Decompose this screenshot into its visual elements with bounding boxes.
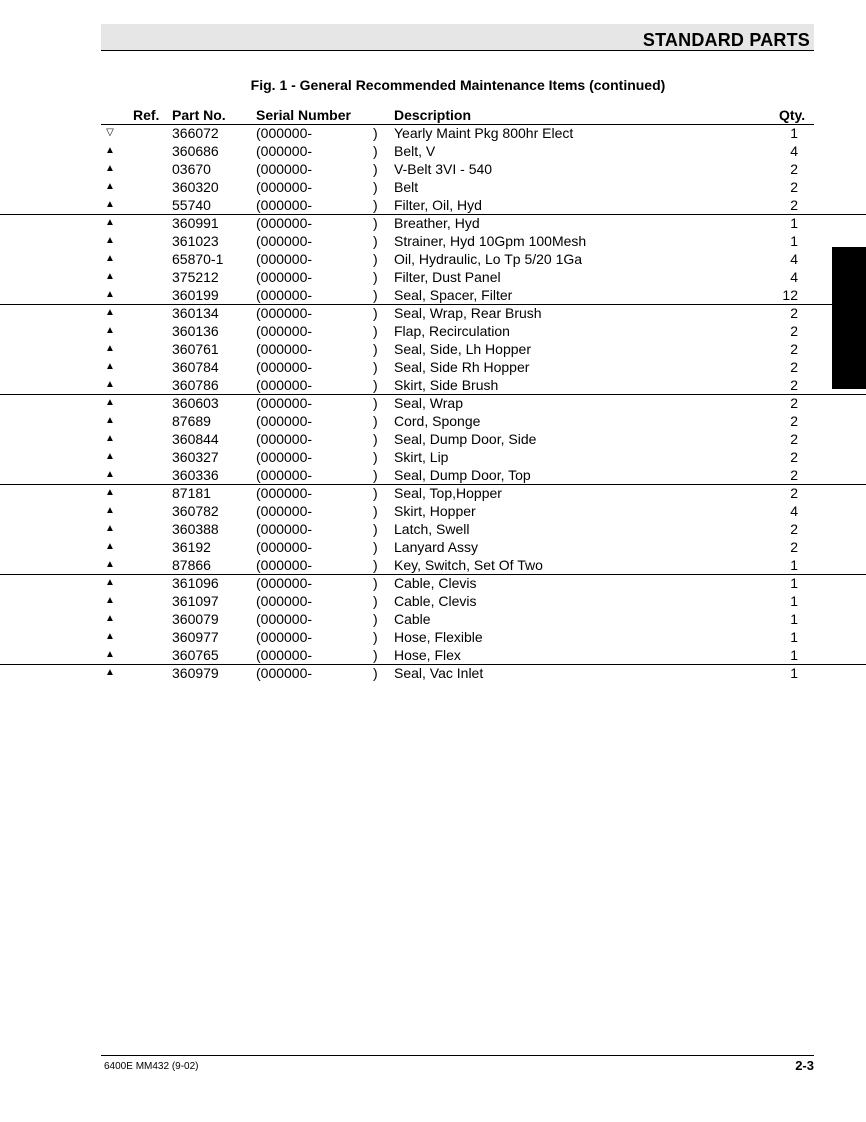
serial-number: (000000- [256, 143, 313, 159]
column-header-qty: Qty. [779, 107, 806, 123]
serial-close: ) [373, 395, 378, 411]
quantity: 4 [790, 503, 798, 519]
description: Cable, Clevis [394, 593, 477, 609]
serial-close: ) [373, 341, 378, 357]
serial-close: ) [373, 305, 378, 321]
part-number: 366072 [172, 125, 219, 141]
ref-symbol-icon: ▲ [105, 343, 115, 354]
description: V-Belt 3VI - 540 [394, 161, 493, 177]
part-number: 360844 [172, 431, 219, 447]
footer-doc-id: 6400E MM432 (9-02) [104, 1061, 199, 1072]
serial-close: ) [373, 233, 378, 249]
quantity: 2 [790, 305, 798, 321]
serial-close: ) [373, 125, 378, 141]
serial-number: (000000- [256, 197, 313, 213]
serial-close: ) [373, 611, 378, 627]
ref-symbol-icon: ▲ [105, 235, 115, 246]
ref-symbol-icon: ▲ [105, 505, 115, 516]
description: Seal, Spacer, Filter [394, 287, 513, 303]
table-row [0, 196, 866, 215]
table-row [0, 268, 866, 286]
ref-symbol-icon: ▲ [105, 667, 115, 678]
description: Belt, V [394, 143, 436, 159]
part-number: 360320 [172, 179, 219, 195]
description: Oil, Hydraulic, Lo Tp 5/20 1Ga [394, 251, 583, 267]
serial-close: ) [373, 143, 378, 159]
quantity: 2 [790, 179, 798, 195]
part-number: 375212 [172, 269, 219, 285]
description: Skirt, Hopper [394, 503, 476, 519]
part-number: 65870-1 [172, 251, 224, 267]
part-number: 36192 [172, 539, 211, 555]
serial-number: (000000- [256, 125, 313, 141]
description: Hose, Flex [394, 647, 461, 663]
page-header-title: STANDARD PARTS [642, 30, 810, 50]
serial-number: (000000- [256, 269, 313, 285]
column-header-description: Description [394, 107, 472, 123]
serial-number: (000000- [256, 179, 313, 195]
table-row [0, 232, 866, 250]
table-row [0, 304, 866, 322]
table-row [0, 574, 866, 592]
description: Seal, Side, Lh Hopper [394, 341, 531, 357]
ref-symbol-icon: ▲ [105, 631, 115, 642]
serial-close: ) [373, 629, 378, 645]
table-row [0, 520, 866, 538]
description: Cable, Clevis [394, 575, 477, 591]
ref-symbol-icon: ▲ [105, 415, 115, 426]
serial-number: (000000- [256, 359, 313, 375]
table-row [0, 484, 866, 502]
table-row [0, 592, 866, 610]
part-number: 360977 [172, 629, 219, 645]
table-row [0, 214, 866, 232]
serial-number: (000000- [256, 233, 313, 249]
description: Seal, Dump Door, Side [394, 431, 537, 447]
description: Latch, Swell [394, 521, 470, 537]
description: Hose, Flexible [394, 629, 483, 645]
ref-symbol-icon: ▲ [105, 433, 115, 444]
serial-number: (000000- [256, 251, 313, 267]
serial-number: (000000- [256, 449, 313, 465]
quantity: 2 [790, 485, 798, 501]
quantity: 1 [790, 629, 798, 645]
serial-close: ) [373, 665, 378, 681]
part-number: 03670 [172, 161, 211, 177]
description: Filter, Oil, Hyd [394, 197, 482, 213]
quantity: 1 [790, 611, 798, 627]
description: Strainer, Hyd 10Gpm 100Mesh [394, 233, 587, 249]
quantity: 2 [790, 197, 798, 213]
ref-symbol-icon: ▲ [105, 217, 115, 228]
column-header-serial: Serial Number [256, 107, 351, 123]
table-row [0, 628, 866, 646]
description: Seal, Vac Inlet [394, 665, 484, 681]
table-row [0, 430, 866, 448]
quantity: 2 [790, 413, 798, 429]
serial-close: ) [373, 647, 378, 663]
description: Key, Switch, Set Of Two [394, 557, 543, 573]
ref-symbol-icon: ▽ [106, 127, 114, 138]
table-row [0, 538, 866, 556]
serial-number: (000000- [256, 467, 313, 483]
quantity: 2 [790, 341, 798, 357]
serial-close: ) [373, 269, 378, 285]
description: Cable [394, 611, 431, 627]
quantity: 1 [790, 593, 798, 609]
serial-close: ) [373, 431, 378, 447]
serial-close: ) [373, 539, 378, 555]
part-number: 360388 [172, 521, 219, 537]
description: Skirt, Lip [394, 449, 449, 465]
part-number: 87689 [172, 413, 211, 429]
serial-close: ) [373, 521, 378, 537]
description: Yearly Maint Pkg 800hr Elect [394, 125, 574, 141]
ref-symbol-icon: ▲ [105, 163, 115, 174]
part-number: 360784 [172, 359, 219, 375]
table-row [0, 664, 866, 682]
part-number: 360686 [172, 143, 219, 159]
table-row [0, 556, 866, 575]
table-row [0, 376, 866, 395]
quantity: 2 [790, 521, 798, 537]
serial-close: ) [373, 161, 378, 177]
quantity: 2 [790, 449, 798, 465]
quantity: 2 [790, 377, 798, 393]
serial-close: ) [373, 593, 378, 609]
table-row [0, 358, 866, 376]
footer-page-number: 2-3 [795, 1058, 814, 1073]
serial-number: (000000- [256, 305, 313, 321]
serial-number: (000000- [256, 413, 313, 429]
ref-symbol-icon: ▲ [105, 271, 115, 282]
description: Cord, Sponge [394, 413, 481, 429]
serial-number: (000000- [256, 665, 313, 681]
table-row [0, 142, 866, 160]
quantity: 1 [790, 647, 798, 663]
ref-symbol-icon: ▲ [105, 451, 115, 462]
part-number: 55740 [172, 197, 211, 213]
part-number: 360079 [172, 611, 219, 627]
serial-number: (000000- [256, 611, 313, 627]
serial-number: (000000- [256, 341, 313, 357]
ref-symbol-icon: ▲ [105, 559, 115, 570]
quantity: 2 [790, 395, 798, 411]
header-bar [101, 24, 814, 51]
description: Seal, Top,Hopper [394, 485, 502, 501]
table-row [0, 466, 866, 485]
serial-close: ) [373, 251, 378, 267]
quantity: 2 [790, 359, 798, 375]
table-row [0, 322, 866, 340]
column-header-part-no: Part No. [172, 107, 226, 123]
part-number: 360603 [172, 395, 219, 411]
part-number: 360786 [172, 377, 219, 393]
description: Flap, Recirculation [394, 323, 510, 339]
figure-title: Fig. 1 - General Recommended Maintenance Items (continued) [250, 77, 666, 93]
description: Belt [394, 179, 419, 195]
ref-symbol-icon: ▲ [105, 595, 115, 606]
quantity: 2 [790, 467, 798, 483]
footer-rule [101, 1055, 814, 1056]
ref-symbol-icon: ▲ [105, 541, 115, 552]
serial-number: (000000- [256, 323, 313, 339]
description: Seal, Side Rh Hopper [394, 359, 530, 375]
part-number: 360991 [172, 215, 219, 231]
part-number: 360761 [172, 341, 219, 357]
serial-number: (000000- [256, 557, 313, 573]
description: Seal, Wrap, Rear Brush [394, 305, 542, 321]
quantity: 2 [790, 431, 798, 447]
ref-symbol-icon: ▲ [105, 523, 115, 534]
serial-number: (000000- [256, 593, 313, 609]
ref-symbol-icon: ▲ [105, 325, 115, 336]
ref-symbol-icon: ▲ [105, 145, 115, 156]
part-number: 361023 [172, 233, 219, 249]
serial-close: ) [373, 323, 378, 339]
part-number: 360336 [172, 467, 219, 483]
table-row [0, 124, 866, 142]
ref-symbol-icon: ▲ [105, 199, 115, 210]
ref-symbol-icon: ▲ [105, 649, 115, 660]
ref-symbol-icon: ▲ [105, 469, 115, 480]
serial-close: ) [373, 413, 378, 429]
serial-number: (000000- [256, 503, 313, 519]
serial-number: (000000- [256, 287, 313, 303]
serial-number: (000000- [256, 647, 313, 663]
quantity: 12 [782, 287, 798, 303]
quantity: 4 [790, 251, 798, 267]
ref-symbol-icon: ▲ [105, 577, 115, 588]
part-number: 360199 [172, 287, 219, 303]
table-row [0, 412, 866, 430]
quantity: 1 [790, 557, 798, 573]
serial-number: (000000- [256, 575, 313, 591]
quantity: 2 [790, 323, 798, 339]
description: Lanyard Assy [394, 539, 479, 555]
serial-number: (000000- [256, 395, 313, 411]
serial-number: (000000- [256, 431, 313, 447]
quantity: 1 [790, 233, 798, 249]
part-number: 87866 [172, 557, 211, 573]
table-row [0, 160, 866, 178]
description: Skirt, Side Brush [394, 377, 499, 393]
part-number: 360979 [172, 665, 219, 681]
table-row [0, 286, 866, 305]
part-number: 361097 [172, 593, 219, 609]
quantity: 1 [790, 665, 798, 681]
quantity: 2 [790, 539, 798, 555]
part-number: 360327 [172, 449, 219, 465]
serial-close: ) [373, 359, 378, 375]
description: Seal, Wrap [394, 395, 463, 411]
serial-close: ) [373, 287, 378, 303]
part-number: 360765 [172, 647, 219, 663]
table-row [0, 610, 866, 628]
part-number: 87181 [172, 485, 211, 501]
table-row [0, 340, 866, 358]
quantity: 1 [790, 575, 798, 591]
ref-symbol-icon: ▲ [105, 361, 115, 372]
serial-number: (000000- [256, 521, 313, 537]
serial-close: ) [373, 179, 378, 195]
serial-close: ) [373, 485, 378, 501]
ref-symbol-icon: ▲ [105, 379, 115, 390]
serial-number: (000000- [256, 377, 313, 393]
serial-close: ) [373, 467, 378, 483]
ref-symbol-icon: ▲ [105, 487, 115, 498]
serial-number: (000000- [256, 485, 313, 501]
serial-close: ) [373, 197, 378, 213]
description: Filter, Dust Panel [394, 269, 501, 285]
serial-close: ) [373, 215, 378, 231]
serial-close: ) [373, 557, 378, 573]
table-row [0, 178, 866, 196]
ref-symbol-icon: ▲ [105, 253, 115, 264]
quantity: 1 [790, 215, 798, 231]
part-number: 361096 [172, 575, 219, 591]
part-number: 360136 [172, 323, 219, 339]
table-row [0, 448, 866, 466]
quantity: 4 [790, 143, 798, 159]
ref-symbol-icon: ▲ [105, 181, 115, 192]
serial-number: (000000- [256, 161, 313, 177]
table-row [0, 394, 866, 412]
part-number: 360134 [172, 305, 219, 321]
serial-close: ) [373, 377, 378, 393]
serial-close: ) [373, 503, 378, 519]
description: Seal, Dump Door, Top [394, 467, 531, 483]
ref-symbol-icon: ▲ [105, 613, 115, 624]
table-row [0, 250, 866, 268]
part-number: 360782 [172, 503, 219, 519]
serial-close: ) [373, 449, 378, 465]
serial-close: ) [373, 575, 378, 591]
ref-symbol-icon: ▲ [105, 397, 115, 408]
ref-symbol-icon: ▲ [105, 307, 115, 318]
serial-number: (000000- [256, 215, 313, 231]
table-row [0, 502, 866, 520]
table-row [0, 646, 866, 665]
quantity: 4 [790, 269, 798, 285]
quantity: 1 [790, 125, 798, 141]
serial-number: (000000- [256, 629, 313, 645]
column-header-ref: Ref. [133, 107, 160, 123]
quantity: 2 [790, 161, 798, 177]
serial-number: (000000- [256, 539, 313, 555]
ref-symbol-icon: ▲ [105, 289, 115, 300]
description: Breather, Hyd [394, 215, 480, 231]
